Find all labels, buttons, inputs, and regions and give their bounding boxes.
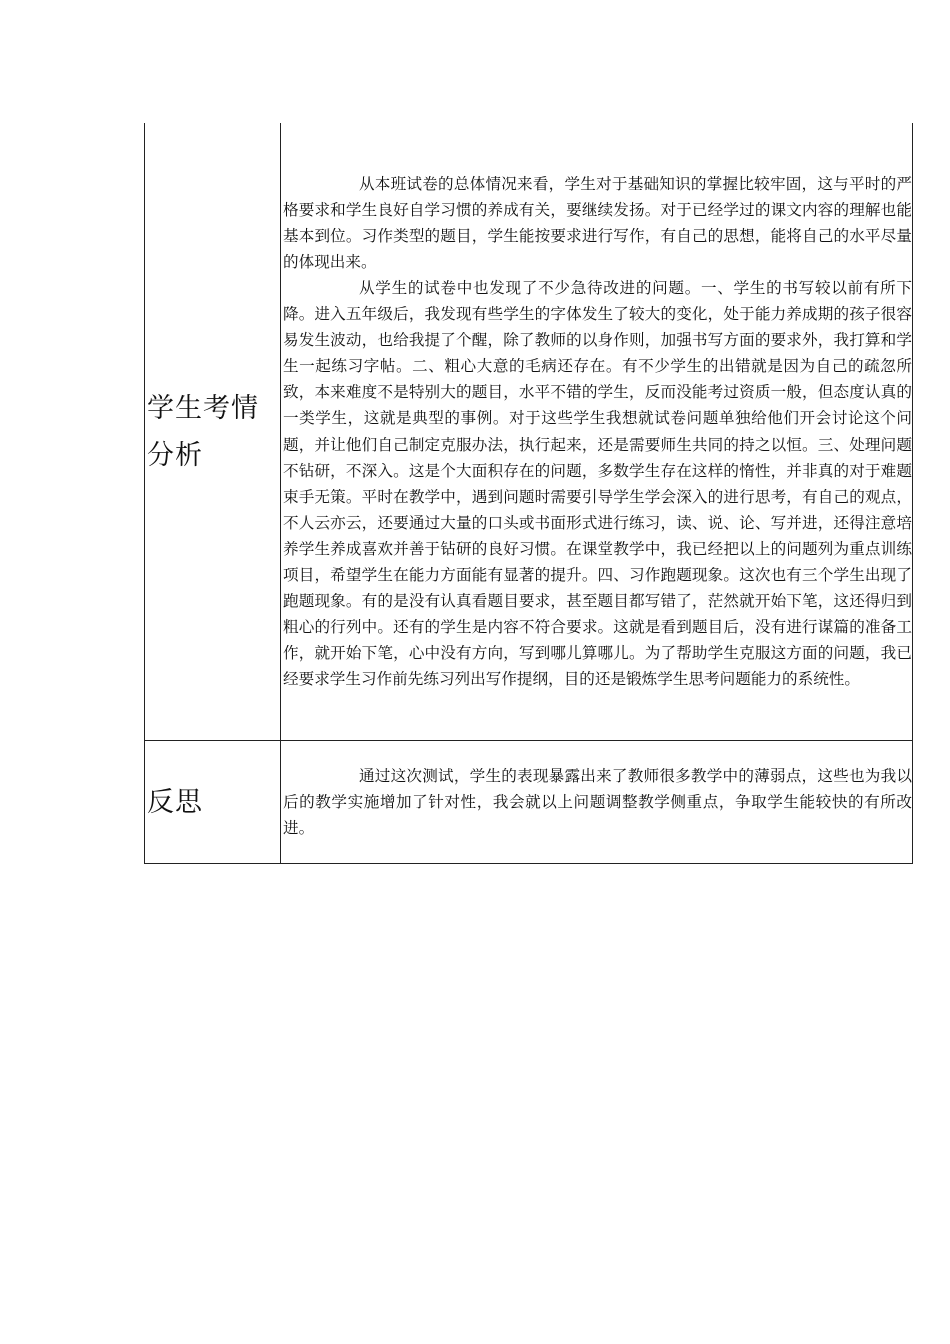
row-content-analysis	[281, 123, 913, 741]
row-label-analysis: 学生考情分析	[145, 123, 281, 741]
analysis-paragraph-1: 从本班试卷的总体情况来看，学生对于基础知识的掌握比较牢固，这与平时的严格要求和学生良好自学习惯的养成有关，要继续发扬。对于已经学过的课文内容的理解也能基本到位。习作类型的题目，学生能按要求进行写作，有自己的思想，能将自己的水平尽量的体现出来。	[283, 174, 912, 271]
table-row-analysis	[145, 123, 913, 741]
analysis-paragraph-2: 从学生的试卷中也发现了不少急待改进的问题。一、学生的书写较以前有所下降。进入五年级后，我发现有些学生的字体发生了较大的变化，处于能力养成期的孩子很容易发生波动，也给我提了个醒，除了教师的以身作则，加强书写方面的要求外，我打算和学生一起练习字帖。二、粗心大意的毛病还存在。有不少学生的出错就是因为自己的疏忽所致，本来难度不是特别大的题目，水平不错的学生，反而没能考过资质一般，但态度认真的一类学生，这就是典型的事例。对于这些学生我想就试卷问题单独给他们开会讨论这个问题，并让他们自己制定克服办法，执行起来，还是需要师生共同的持之以恒。三、处理问题不钻研，不深入。这是个大面积存在的问题，多数学生存在这样的惰性，并非真的对于难题束手无策。平时在教学中，遇到问题时需要引导学生学会深入的进行思考，有自己的观点，不人云亦云，还要通过大量的口头或书面形式进行练习，读、说、论、写并进，还得注意培养学生养成喜欢并善于钻研的良好习惯。在课堂教学中，我已经把以上的问题列为重点训练项目，希望学生在能力方面能有显著的提升。四、习作跑题现象。这次也有三个学生出现了跑题现象。有的是没有认真看题目要求，甚至题目都写错了，茫然就开始下笔，这还得归到粗心的行列中。还有的学生是内容不符合要求。这就是看到题目后，没有进行谋篇的准备工作，就开始下笔，心中没有方向，写到哪儿算哪儿。为了帮助学生克服这方面的问题，我已经要求学生习作前先练习列出写作提纲，目的还是锻炼学生思考问题能力的系统性。	[283, 278, 912, 689]
reflection-paragraph-1: 通过这次测试，学生的表现暴露出来了教师很多教学中的薄弱点，这些也为我以后的教学实施增加了针对性，我会就以上问题调整教学侧重点，争取学生能较快的有所改进。	[283, 766, 912, 838]
table-row-reflection	[145, 741, 913, 864]
row-label-reflection: 反思	[145, 741, 281, 864]
analysis-table	[144, 123, 913, 864]
row-content-reflection	[281, 741, 913, 864]
